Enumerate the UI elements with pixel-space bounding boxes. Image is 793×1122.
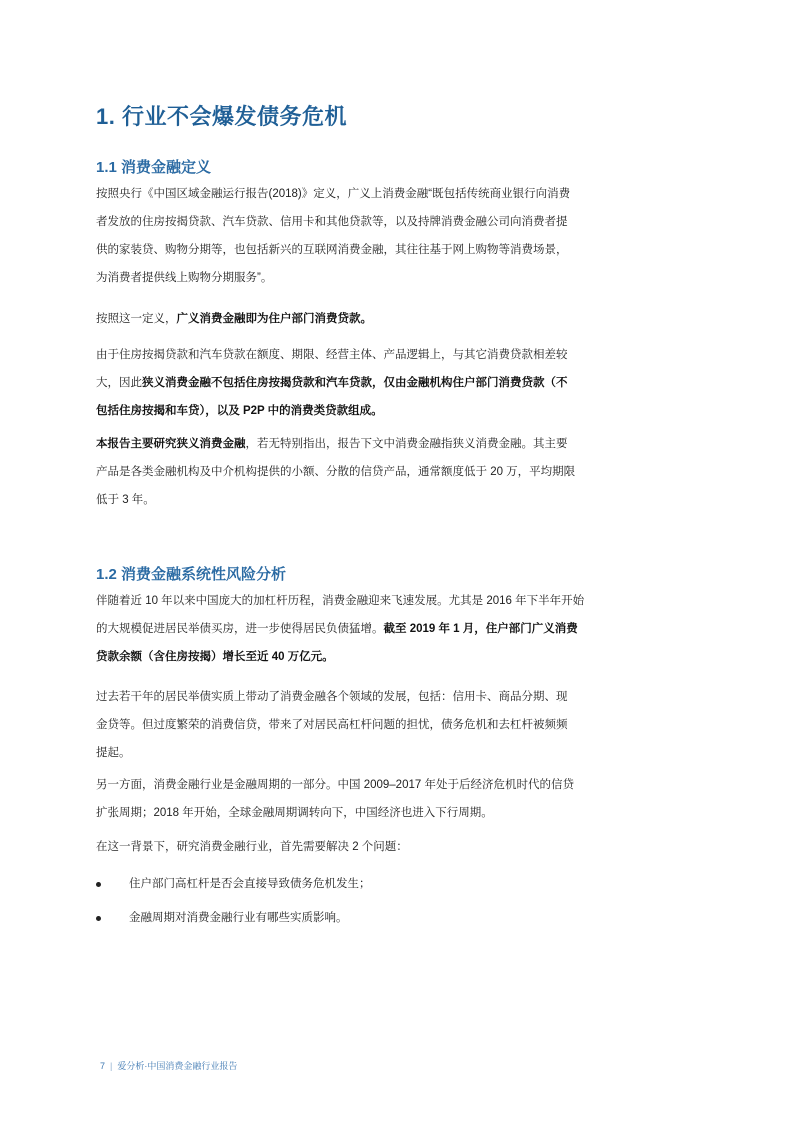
text-line xyxy=(96,643,606,671)
paragraph-definition xyxy=(96,180,606,292)
text-normal: 的大规模促进居民举债买房，进一步使得居民负债猛增。 xyxy=(96,623,384,635)
text-line xyxy=(96,397,606,425)
list-item xyxy=(96,911,606,925)
text-line: 伴随着近 10 年以来中国庞大的加杠杆历程，消费金融迎来飞速发展。尤其是 2016 年下半年开始 xyxy=(96,595,585,607)
text-normal: 大，因此 xyxy=(96,377,142,389)
subsection-title-1-2: 1.2 消费金融系统性风险分析 xyxy=(96,566,287,583)
text-line: 由于住房按揭贷款和汽车贷款在额度、期限、经营主体、产品逻辑上，与其它消费贷款相差较 xyxy=(96,349,568,361)
paragraph-broad-definition xyxy=(96,305,606,333)
text-line: 在这一背景下，研究消费金融行业，首先需要解决 2 个问题： xyxy=(96,841,408,853)
text-normal: 按照这一定义， xyxy=(96,313,177,325)
text-line: 按照央行《中国区域金融运行报告(2018)》定义，广义上消费金融“既包括传统商业银行向消费 xyxy=(96,188,571,200)
paragraph-report-scope xyxy=(96,430,606,514)
text-bold: 本报告主要研究狭义消费金融 xyxy=(96,438,246,450)
text-line xyxy=(96,305,606,333)
paragraph-leverage-history xyxy=(96,587,606,671)
text-line: 扩张周期；2018 年开始，全球金融周期调转向下，中国经济也进入下行周期。 xyxy=(96,807,493,819)
paragraph-questions-intro xyxy=(96,833,606,861)
page-footer xyxy=(100,1059,237,1072)
text-line xyxy=(96,615,606,643)
footer-report-title: 爱分析·中国消费金融行业报告 xyxy=(117,1061,238,1071)
paragraph-narrow-definition xyxy=(96,341,606,425)
text-bold: 狭义消费金融不包括住房按揭贷款和汽车贷款，仅由金融机构住户部门消费贷款（不 xyxy=(142,377,568,389)
footer-separator: | xyxy=(110,1061,113,1071)
subsection-title-1-1: 1.1 消费金融定义 xyxy=(96,159,212,176)
text-line: 金贷等。但过度繁荣的消费信贷，带来了对居民高杠杆问题的担忧，债务危机和去杠杆被频频 xyxy=(96,719,568,731)
text-line xyxy=(96,369,606,397)
text-line: 提起。 xyxy=(96,747,131,759)
list-item-text: 金融周期对消费金融行业有哪些实质影响。 xyxy=(129,912,348,924)
text-line xyxy=(96,430,606,458)
paragraph-financial-cycle xyxy=(96,771,606,827)
bullet-icon xyxy=(96,916,101,921)
text-line: 产品是各类金融机构及中介机构提供的小额、分散的信贷产品，通常额度低于 20 万，平均期限 xyxy=(96,466,576,478)
paragraph-household-debt xyxy=(96,683,606,767)
text-bold: 截至 2019 年 1 月，住户部门广义消费 xyxy=(383,623,578,635)
text-line: 低于 3 年。 xyxy=(96,494,155,506)
text-line: 供的家装贷、购物分期等，也包括新兴的互联网消费金融，其往往基于网上购物等消费场景， xyxy=(96,244,568,256)
page-number: 7 xyxy=(100,1061,106,1071)
text-bold: 包括住房按揭和车贷），以及 P2P 中的消费类贷款组成。 xyxy=(96,405,383,417)
list-item xyxy=(96,877,606,891)
section-title: 1. 行业不会爆发债务危机 xyxy=(96,104,347,129)
text-line: 过去若干年的居民举债实质上带动了消费金融各个领域的发展，包括：信用卡、商品分期、现 xyxy=(96,691,568,703)
text-bold: 广义消费金融即为住户部门消费贷款。 xyxy=(176,313,372,325)
text-line: 者发放的住房按揭贷款、汽车贷款、信用卡和其他贷款等，以及持牌消费金融公司向消费者提 xyxy=(96,216,568,228)
text-normal: ，若无特别指出，报告下文中消费金融指狭义消费金融。其主要 xyxy=(245,438,568,450)
list-item-text: 住户部门高杠杆是否会直接导致债务危机发生； xyxy=(129,878,371,890)
question-list xyxy=(96,877,606,891)
text-line: 另一方面，消费金融行业是金融周期的一部分。中国 2009–2017 年处于后经济危机时代的信贷 xyxy=(96,779,574,791)
bullet-icon xyxy=(96,882,101,887)
text-line: 为消费者提供线上购物分期服务”。 xyxy=(96,272,273,284)
question-list-2 xyxy=(96,911,606,925)
text-bold: 贷款余额（含住房按揭）增长至近 40 万亿元。 xyxy=(96,651,334,663)
